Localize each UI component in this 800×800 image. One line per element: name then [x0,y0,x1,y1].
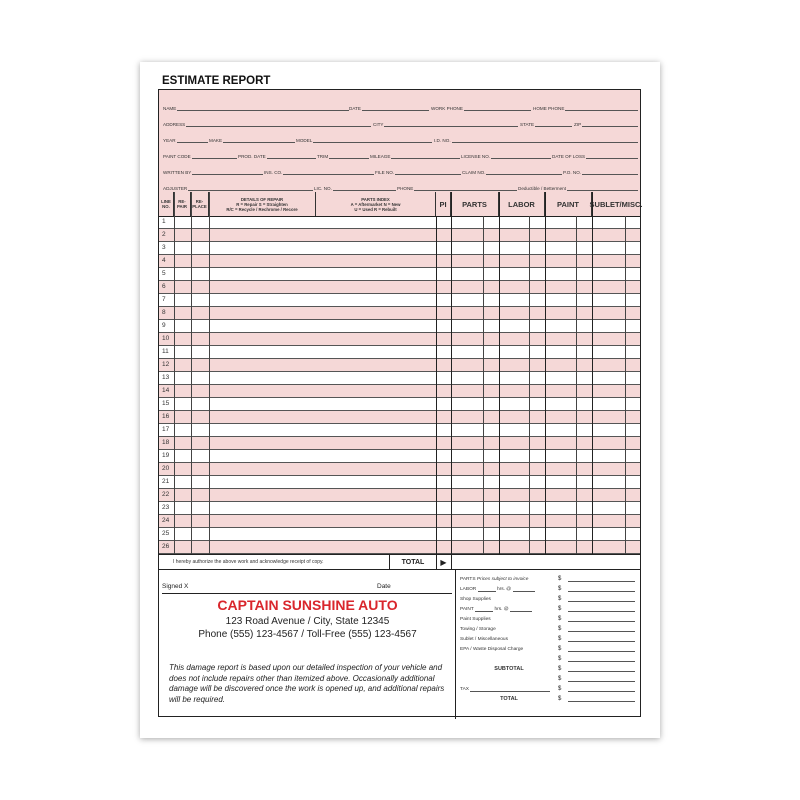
estimate-form-sheet [140,62,660,738]
table-row[interactable] [159,229,640,242]
info-row-1 [163,100,636,112]
table-row[interactable] [159,359,640,372]
state-field[interactable]: STATE [520,121,572,127]
customer-info-block [159,90,640,193]
bottom-section [159,569,640,719]
table-row[interactable] [159,385,640,398]
file-no-field[interactable]: FILE NO. [375,169,461,175]
table-row[interactable] [159,489,640,502]
signed-label: Signed X [162,583,189,590]
line-number: 24 [162,517,170,524]
line-number: 3 [162,244,166,251]
info-row-3 [163,132,636,144]
table-row[interactable] [159,502,640,515]
line-number: 18 [162,439,170,446]
table-row[interactable] [159,281,640,294]
table-row[interactable] [159,333,640,346]
paint-supplies-line[interactable]: Paint Supplies $ [460,612,635,622]
grid-line [545,192,546,554]
authorization-row [159,554,640,570]
model-field[interactable]: MODEL [296,137,432,143]
parts-total-line[interactable]: PARTS Prices subject to invoice $ [460,572,635,582]
grid-line [451,192,452,554]
name-field[interactable]: NAME [163,105,349,111]
line-number: 19 [162,452,170,459]
totals-block [456,570,640,719]
table-row[interactable] [159,437,640,450]
line-items-table [159,216,640,554]
grid-line [436,216,437,554]
line-number: 23 [162,504,170,511]
id-no-field[interactable]: I.D. NO. [434,137,638,143]
table-row[interactable] [159,463,640,476]
disclaimer-text: This damage report is based upon our detailed inspection of your vehicle and does not include repairs other than itemized above. Occasionally additional damage will be discovered once the work is opened up, and additional repairs will be required. [169,663,445,704]
table-row[interactable] [159,346,640,359]
line-number: 6 [162,283,166,290]
col-pi: PI [436,192,451,216]
table-row[interactable] [159,372,640,385]
company-phone: Phone (555) 123-4567 / Toll-Free (555) 123-4567 [198,629,417,640]
make-field[interactable]: MAKE [209,137,295,143]
info-row-5 [163,164,636,176]
line-number: 14 [162,387,170,394]
blank-line[interactable]: $ [460,652,635,662]
total-arrow-icon: ▶ [436,555,452,570]
col-sublet-misc: SUBLET/MISC. [589,199,643,209]
line-number: 17 [162,426,170,433]
phone-field[interactable]: PHONE [397,185,517,191]
tax-line[interactable]: TAX $ [460,682,635,692]
shop-supplies-line[interactable]: Shop Supplies $ [460,592,635,602]
grand-total-line[interactable]: TOTAL $ [460,692,635,702]
line-number: 10 [162,335,170,342]
line-number: 2 [162,231,166,238]
paint-code-field[interactable]: PAINT CODE [163,153,237,159]
date-of-loss-field[interactable]: DATE OF LOSS [552,153,638,159]
paint-total-line[interactable]: PAINT hrs. @ $ [460,602,635,612]
table-row[interactable] [159,242,640,255]
table-row[interactable] [159,398,640,411]
line-number: 8 [162,309,166,316]
line-number: 13 [162,374,170,381]
date-label: Date [377,583,391,590]
grid-line [625,216,626,554]
company-address: 123 Road Avenue / City, State 12345 [225,616,390,627]
table-row[interactable] [159,216,640,229]
col-labor: LABOR [499,192,545,216]
subtotal-line[interactable]: SUBTOTAL $ [460,662,635,672]
table-row[interactable] [159,255,640,268]
labor-total-line[interactable]: LABOR hrs. @ $ [460,582,635,592]
col-paint: PAINT [545,192,592,216]
table-row[interactable] [159,320,640,333]
ins-co-field[interactable]: INS. CO. [264,169,374,175]
line-number: 20 [162,465,170,472]
table-row[interactable] [159,515,640,528]
line-number: 9 [162,322,166,329]
table-row[interactable] [159,307,640,320]
blank-line-2[interactable]: $ [460,672,635,682]
company-name: CAPTAIN SUNSHINE AUTO [217,597,398,613]
line-number: 7 [162,296,166,303]
info-row-2 [163,116,636,128]
total-label: TOTAL [389,555,437,570]
form-frame [158,89,641,717]
grid-line [576,216,577,554]
lic-no-field[interactable]: LIC. NO. [314,185,396,191]
col-details-of-repair: DETAILS OF REPAIR R = Repair S = Straighten R/C = Recycle / Rechrome / Recore [209,192,316,216]
signature-block [159,570,456,719]
epa-charge-line[interactable]: EPA / Waste Disposal Charge $ [460,642,635,652]
table-row[interactable] [159,528,640,541]
work-phone-field[interactable]: WORK PHONE [431,105,531,111]
claim-no-field[interactable]: CLAIM NO. [462,169,562,175]
date-field[interactable]: DATE [349,105,429,111]
deductible-field[interactable]: Deductible / Betterment [518,185,638,191]
zip-field[interactable]: ZIP [574,121,638,127]
line-number: 15 [162,400,170,407]
line-number: 16 [162,413,170,420]
line-items-header [159,192,643,217]
year-field[interactable]: YEAR [163,137,208,143]
towing-storage-line[interactable]: Towing / Storage $ [460,622,635,632]
grid-line [174,192,175,554]
table-row[interactable] [159,476,640,489]
prod-date-field[interactable]: PROD. DATE [238,153,316,159]
info-row-6 [163,180,636,192]
po-no-field[interactable]: P.O. NO. [563,169,638,175]
line-number: 11 [162,348,169,355]
trim-field[interactable]: TRIM [317,153,369,159]
line-number: 26 [162,543,170,550]
table-row[interactable] [159,294,640,307]
grid-line [191,192,192,554]
grid-line [209,192,210,554]
grid-line [483,216,484,554]
col-replace: RE- PLACE [191,192,209,216]
authorization-text: I hereby authorize the above work and acknowledge receipt of copy. [173,559,324,565]
col-line-no: LINE NO. [159,192,174,216]
col-parts: PARTS [451,192,499,216]
line-number: 1 [162,218,166,225]
col-parts-index: PARTS INDEX A = Aftermarket N = New U = Used R = Rebuilt [316,192,436,216]
line-number: 12 [162,361,170,368]
table-row[interactable] [159,424,640,437]
info-row-4 [163,148,636,160]
col-repair: RE- PAIR [174,192,191,216]
line-number: 25 [162,530,170,537]
line-number: 21 [162,478,170,485]
line-number: 22 [162,491,170,498]
signature-line[interactable] [162,583,452,594]
line-number: 5 [162,270,166,277]
table-row[interactable] [159,541,640,554]
address-field[interactable]: ADDRESS [163,121,371,127]
grid-line [499,192,500,554]
mileage-field[interactable]: MILEAGE [370,153,460,159]
form-title: ESTIMATE REPORT [162,75,271,87]
grid-line [592,192,593,554]
city-field[interactable]: CITY [373,121,518,127]
table-row[interactable] [159,450,640,463]
written-by-field[interactable]: WRITTEN BY [163,169,263,175]
table-row[interactable] [159,268,640,281]
table-row[interactable] [159,411,640,424]
grid-line [529,216,530,554]
adjuster-field[interactable]: ADJUSTER [163,185,313,191]
sublet-misc-line[interactable]: Sublet / Miscellaneous $ [460,632,635,642]
line-number: 4 [162,257,166,264]
home-phone-field[interactable]: HOME PHONE [533,105,638,111]
license-no-field[interactable]: LICENSE NO. [461,153,551,159]
